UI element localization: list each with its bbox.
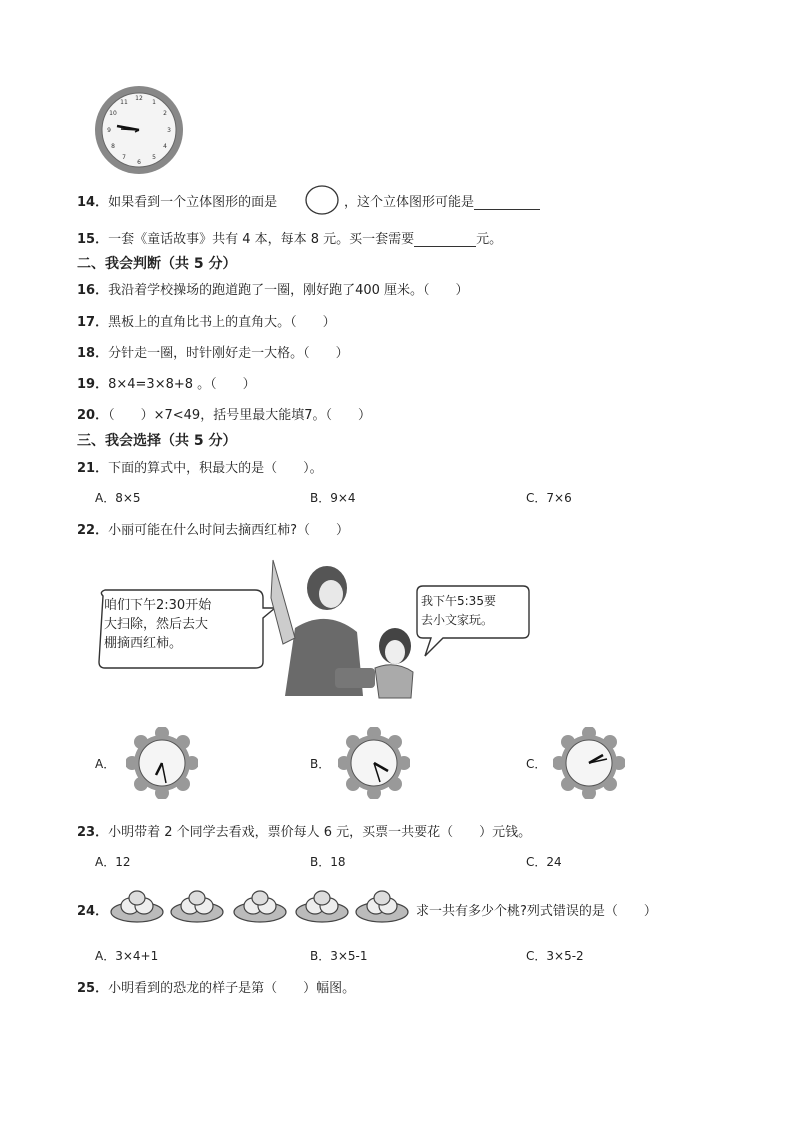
question-text: 8×4=3×8+8 。（ ） — [108, 377, 256, 392]
question-number: 23． — [77, 825, 109, 840]
svg-text:6: 6 — [137, 159, 141, 166]
question-text: 一套《童话故事》共有 4 本，每本 8 元。买一套需要 — [108, 232, 415, 247]
left-speech-bubble — [104, 596, 211, 653]
question-text: （ ）×7<49，括号里最大能填7。（ ） — [108, 408, 371, 423]
question-number: 17． — [77, 315, 109, 330]
circle-face-icon — [304, 184, 340, 216]
question-17 — [77, 311, 336, 330]
question-number: 21． — [77, 461, 109, 476]
clock-option-c-image — [553, 727, 625, 799]
answer-blank[interactable] — [414, 232, 476, 247]
clock-option-a-image — [126, 727, 198, 799]
svg-text:12: 12 — [135, 95, 143, 102]
question-22 — [77, 519, 349, 538]
question-24-number — [77, 900, 108, 919]
right-speech-bubble — [421, 592, 496, 630]
option-c[interactable]: C．3×5-2 — [526, 949, 584, 963]
svg-text:5: 5 — [152, 154, 156, 161]
peach-plates-image — [110, 884, 410, 926]
question-15 — [77, 228, 502, 247]
question-number: 18． — [77, 346, 109, 361]
question-text: 小明看到的恐龙的样子是第（ ）幅图。 — [108, 981, 356, 996]
svg-text:7: 7 — [122, 154, 126, 161]
bubble-line: 我下午5:35要 — [421, 594, 496, 608]
section-heading-judge: 二、我会判断（共 5 分） — [77, 256, 237, 272]
question-text: 黑板上的直角比书上的直角大。（ ） — [108, 315, 336, 330]
clock-image-q13 — [93, 84, 185, 176]
answer-blank[interactable] — [474, 195, 540, 210]
svg-text:11: 11 — [120, 99, 128, 106]
question-text: 小丽可能在什么时间去摘西红柿?（ ） — [108, 523, 349, 538]
question-number: 19． — [77, 377, 109, 392]
bubble-line: 大扫除，然后去大 — [104, 617, 209, 632]
option-a[interactable]: A．3×4+1 — [95, 949, 159, 963]
option-b[interactable]: B．3×5-1 — [310, 949, 368, 963]
option-a[interactable]: A．8×5 — [95, 491, 141, 505]
svg-text:4: 4 — [163, 143, 167, 150]
svg-text:3: 3 — [167, 127, 171, 134]
option-b[interactable]: B．18 — [310, 855, 346, 869]
question-20 — [77, 404, 371, 423]
option-b[interactable]: B． — [310, 757, 331, 771]
option-c[interactable]: C． — [526, 757, 547, 771]
question-text: 我沿着学校操场的跑道跑了一圈，刚好跑了400 厘米。（ ） — [108, 283, 469, 298]
svg-text:1: 1 — [152, 99, 156, 106]
bubble-line: 去小文家玩。 — [421, 613, 494, 627]
question-text: ，这个立体图形可能是 — [344, 195, 475, 210]
svg-text:8: 8 — [111, 143, 115, 150]
question-number: 24． — [77, 904, 109, 919]
question-number: 25． — [77, 981, 109, 996]
option-a[interactable]: A． — [95, 757, 116, 771]
question-number: 20． — [77, 408, 109, 423]
question-25 — [77, 977, 355, 996]
question-number: 16． — [77, 283, 109, 298]
option-c[interactable]: C．24 — [526, 855, 562, 869]
question-21 — [77, 457, 323, 476]
option-a[interactable]: A．12 — [95, 855, 131, 869]
question-16 — [77, 279, 469, 298]
question-number: 15． — [77, 232, 109, 247]
question-text: 如果看到一个立体图形的面是 — [108, 195, 278, 210]
clock-option-b-image — [338, 727, 410, 799]
question-23 — [77, 821, 531, 840]
question-text: 下面的算式中，积最大的是（ ）。 — [108, 461, 323, 476]
question-number: 14． — [77, 195, 109, 210]
bubble-line: 棚摘西红柿。 — [104, 636, 183, 651]
question-19 — [77, 373, 256, 392]
section-heading-choose: 三、我会选择（共 5 分） — [77, 433, 237, 449]
svg-text:9: 9 — [107, 127, 111, 134]
question-14 — [77, 191, 277, 210]
question-14-tail — [344, 191, 540, 210]
question-18 — [77, 342, 349, 361]
option-b[interactable]: B．9×4 — [310, 491, 356, 505]
question-text: 小明带着 2 个同学去看戏，票价每人 6 元，买票一共要花（ ）元钱。 — [108, 825, 532, 840]
option-c[interactable]: C．7×6 — [526, 491, 572, 505]
svg-text:10: 10 — [109, 110, 117, 117]
question-number: 22． — [77, 523, 109, 538]
bubble-line: 咱们下午2:30开始 — [104, 598, 212, 613]
question-24-text: 求一共有多少个桃?列式错误的是（ ） — [416, 904, 657, 919]
svg-text:2: 2 — [163, 110, 167, 117]
unit-label: 元。 — [476, 232, 503, 247]
question-text: 分针走一圈，时针刚好走一大格。（ ） — [108, 346, 349, 361]
